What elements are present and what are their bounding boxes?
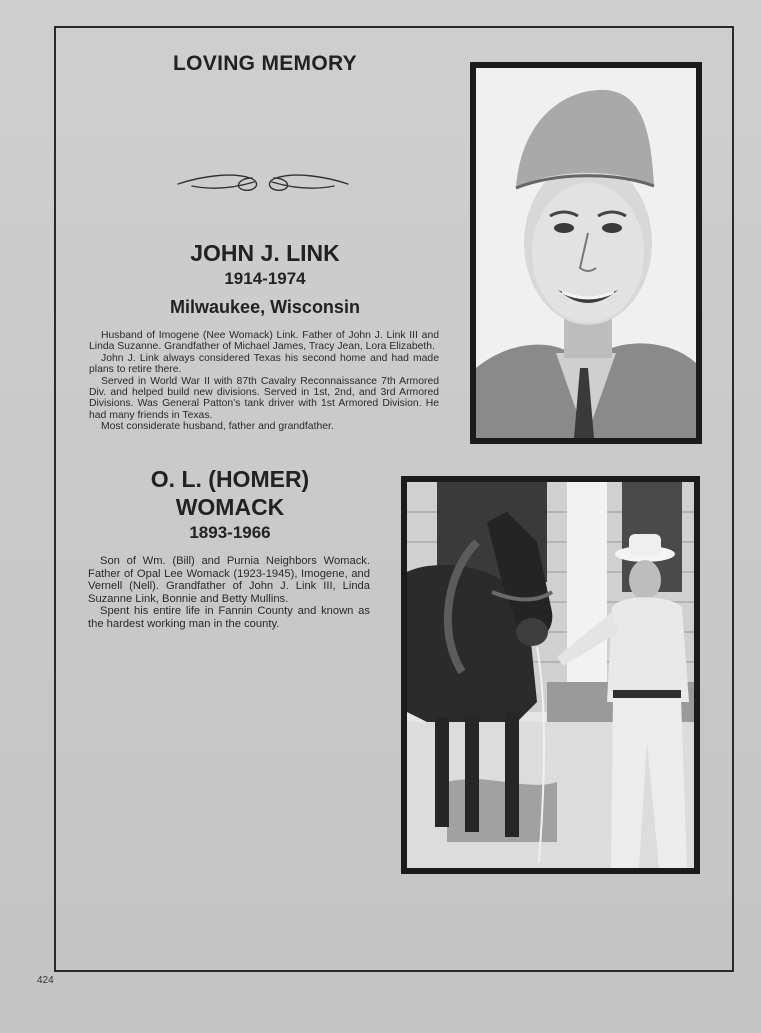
entry1-paragraph: John J. Link always considered Texas his second home and had made plans to retire there. bbox=[89, 352, 439, 376]
page-number: 424 bbox=[37, 975, 54, 986]
entry2-years: 1893-1966 bbox=[189, 523, 271, 542]
entry2-name-line2: WOMACK bbox=[175, 494, 285, 520]
entry1-years: 1914-1974 bbox=[224, 269, 306, 288]
page-title: LOVING MEMORY bbox=[173, 52, 357, 75]
entry1-biography bbox=[89, 330, 439, 433]
portrait-photo-soldier bbox=[470, 62, 702, 444]
entry1-paragraph: Husband of Imogene (Nee Womack) Link. Father of John J. Link III and Linda Suzanne. Grandfather of Michael James, Tracy Jean, Lora Elizabeth. bbox=[89, 330, 439, 353]
entry2-paragraph: Son of Wm. (Bill) and Purnia Neighbors Womack. Father of Opal Lee Womack (1923-1945), Imogene, and Vernell (Nell). Grandfather of John J. Link III, Linda Suzanne Link, Bonnie and Betty Mullins. bbox=[88, 555, 370, 605]
entry2-biography bbox=[88, 555, 370, 630]
man-with-horse-image bbox=[407, 482, 694, 868]
entry2-paragraph: Spent his entire life in Fannin County and known as the hardest working man in the county. bbox=[88, 605, 370, 630]
ornament-flourish-icon bbox=[172, 166, 354, 198]
entry1-name: JOHN J. LINK bbox=[190, 240, 340, 266]
entry1-place: Milwaukee, Wisconsin bbox=[170, 297, 360, 317]
entry1-paragraph: Most considerate husband, father and grandfather. bbox=[101, 421, 334, 433]
entry2-name-line1: O. L. (HOMER) bbox=[150, 466, 310, 492]
photo-man-with-horse bbox=[401, 476, 700, 874]
soldier-portrait-image bbox=[476, 68, 696, 438]
entry1-paragraph: Served in World War II with 87th Cavalry Reconnaissance 7th Armored Div. and helped build new divisions. Served in 1st, 2nd, and 3rd Armored Divisions. Was General Patton's tank driver with 1st Armored Division. He had many friends in Texas. bbox=[89, 375, 439, 421]
